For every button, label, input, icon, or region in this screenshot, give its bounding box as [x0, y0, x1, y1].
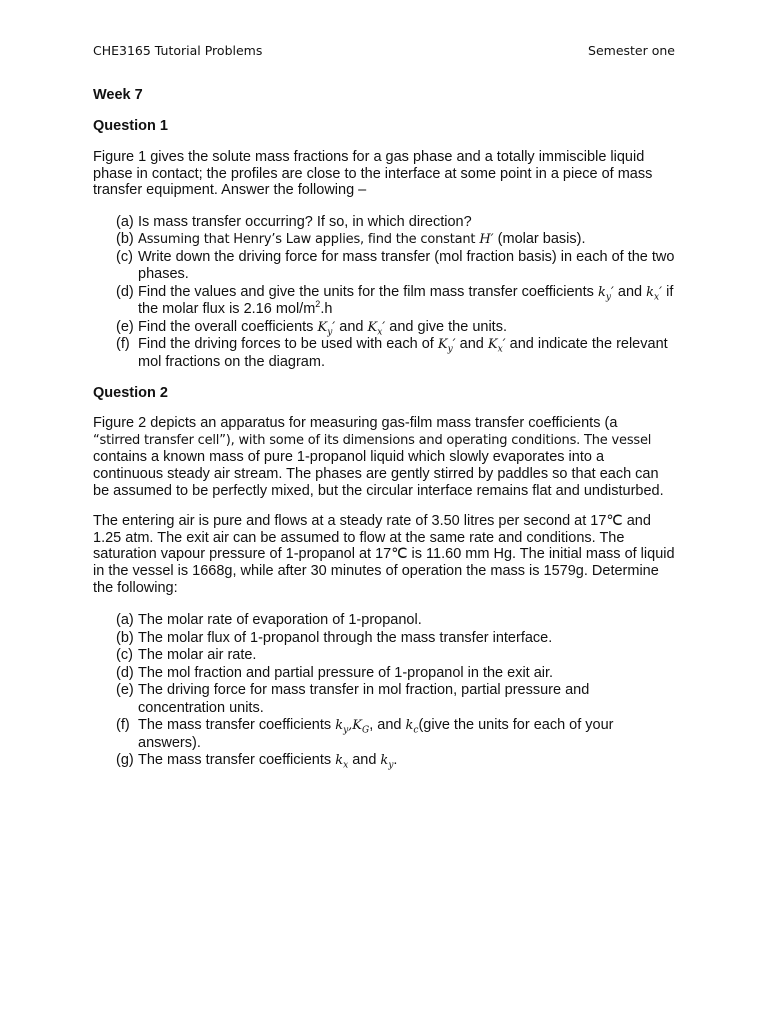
symbol-Kx-prime: $K_x'$: [367, 319, 386, 338]
q2-part-b-text: The molar flux of 1-propanol through the mass transfer interface.: [138, 629, 553, 646]
part-letter: (g): [116, 752, 134, 769]
q1-part-e: [116, 319, 675, 337]
part-letter: (c): [116, 248, 133, 265]
question-2-heading: Question 2: [93, 385, 168, 402]
header-semester: Semester one: [588, 43, 675, 58]
q2-part-b: [116, 630, 675, 648]
q2-part-g-end: .: [393, 752, 398, 769]
q1-part-b-text: Assuming that Henry’s Law applies, find the constant: [138, 232, 476, 248]
q2-part-f-text: The mass transfer coefficients: [138, 717, 332, 734]
q1-part-e-text: Find the overall coefficients: [138, 318, 314, 335]
question-2-parts: [93, 612, 675, 770]
q2-part-f: [116, 717, 675, 752]
part-letter: (f): [116, 336, 130, 353]
symbol-Ky-prime: $K_y'$: [317, 319, 336, 338]
q1-part-d-text: Find the values and give the units for the film mass transfer coefficients: [138, 283, 594, 300]
q2-part-g-text: The mass transfer coefficients: [138, 752, 332, 769]
symbol-kx: $k_x$: [335, 753, 349, 771]
symbol-ky: $k_y$: [380, 753, 394, 771]
q1-part-c-text: Write down the driving force for mass transfer (mol fraction basis) in each of the two phases.: [138, 248, 675, 283]
q2-part-e-text: The driving force for mass transfer in mol fraction, partial pressure and concentration units.: [138, 682, 590, 716]
page-header: [93, 43, 675, 58]
q1-part-f: [116, 336, 675, 371]
symbol-ky-kG: $k_y,K_G$: [335, 718, 370, 736]
question-1-intro: Figure 1 gives the solute mass fractions for a gas phase and a totally immiscible liquid phase in contact; the profiles are close to the interface at some point in a piece of mass transfer equipment. Answer the following –: [93, 149, 653, 199]
part-letter: (b): [116, 629, 134, 646]
q2-part-d: [116, 665, 675, 683]
question-1-parts: [93, 214, 675, 372]
week-heading: Week 7: [93, 87, 143, 103]
q1-part-b: [116, 231, 675, 249]
q1-part-e-and: and: [339, 318, 364, 335]
symbol-ky-prime: $k_y'$: [597, 284, 614, 303]
q2-part-g-and: and: [352, 752, 377, 769]
q2-part-f-tail: (give the units for each of your answers).: [138, 717, 614, 751]
q1-part-d-exponent: 2: [315, 299, 321, 310]
q1-part-a: [116, 214, 675, 232]
part-letter: (c): [116, 647, 133, 664]
q1-part-f-text: Find the driving forces to be used with each of: [138, 336, 434, 353]
part-letter: (e): [116, 682, 134, 699]
q2-part-e: [116, 682, 675, 717]
symbol-kc: $k_c$: [405, 718, 419, 736]
part-letter: (f): [116, 717, 130, 734]
q1-part-e-tail: and give the units.: [389, 318, 507, 335]
q2-part-c: [116, 647, 675, 665]
q2-part-a-text: The molar rate of evaporation of 1-propanol.: [138, 612, 422, 629]
question-2-paragraph-1: [93, 415, 675, 499]
question-2-paragraph-2: The entering air is pure and flows at a steady rate of 3.50 litres per second at 17℃ and 1.25 atm. The exit air can be assumed to flow at the same rate and conditions. The saturation vapour pressure of 1-propanol at 17℃ is 11.60 mm Hg. The initial mass of liquid in the vessel is 1668g, while after 30 minutes of operation the mass is 1579g. Determine the following:: [93, 513, 675, 596]
q1-part-d-flux: if the molar flux is 2.16 mol/m: [138, 283, 674, 318]
q1-part-a-text: Is mass transfer occurring? If so, in which direction?: [138, 213, 472, 230]
part-letter: (d): [116, 664, 134, 681]
q2-part-a: [116, 612, 675, 630]
q2-part-f-and: , and: [369, 717, 402, 734]
part-letter: (e): [116, 318, 134, 335]
q1-part-b-tail: (molar basis).: [497, 231, 586, 248]
part-letter: (d): [116, 283, 134, 300]
q1-part-d-unit: .h: [320, 301, 333, 318]
q1-part-f-tail: and indicate the relevant mol fractions on the diagram.: [138, 336, 668, 370]
part-letter: (a): [116, 612, 134, 629]
q1-part-d-and: and: [617, 283, 643, 300]
q2-part-d-text: The mol fraction and partial pressure of 1-propanol in the exit air.: [138, 664, 554, 681]
part-letter: (b): [116, 231, 134, 248]
part-letter: (a): [116, 213, 134, 230]
symbol-Kx-prime: $K_x'$: [487, 337, 506, 355]
q2-p1-line-2: “stirred transfer cell”), with some of its dimensions and operating conditions. The vessel: [93, 432, 652, 448]
symbol-kx-prime: $k_x'$: [646, 284, 663, 303]
q2-part-g: [116, 752, 675, 770]
q2-part-c-text: The molar air rate.: [138, 647, 257, 664]
page-content: [93, 86, 675, 783]
symbol-Ky-prime: $K_y'$: [437, 337, 456, 355]
header-course: CHE3165 Tutorial Problems: [93, 43, 263, 58]
q2-p1-line-1: Figure 2 depicts an apparatus for measuring gas-film mass transfer coefficients (a: [93, 415, 618, 432]
q1-part-f-and: and: [459, 336, 484, 353]
q2-p1-rest: contains a known mass of pure 1-propanol liquid which slowly evaporates into a continuous steady air stream. The phases are gently stirred by paddles so that each can be assumed to be perfectly mixed, but the circular interface remains flat and undisturbed.: [93, 449, 664, 499]
henry-constant-symbol: H′: [479, 232, 494, 248]
q1-part-c: [116, 249, 675, 284]
question-1-heading: Question 1: [93, 118, 168, 134]
q1-part-d: [116, 284, 675, 319]
